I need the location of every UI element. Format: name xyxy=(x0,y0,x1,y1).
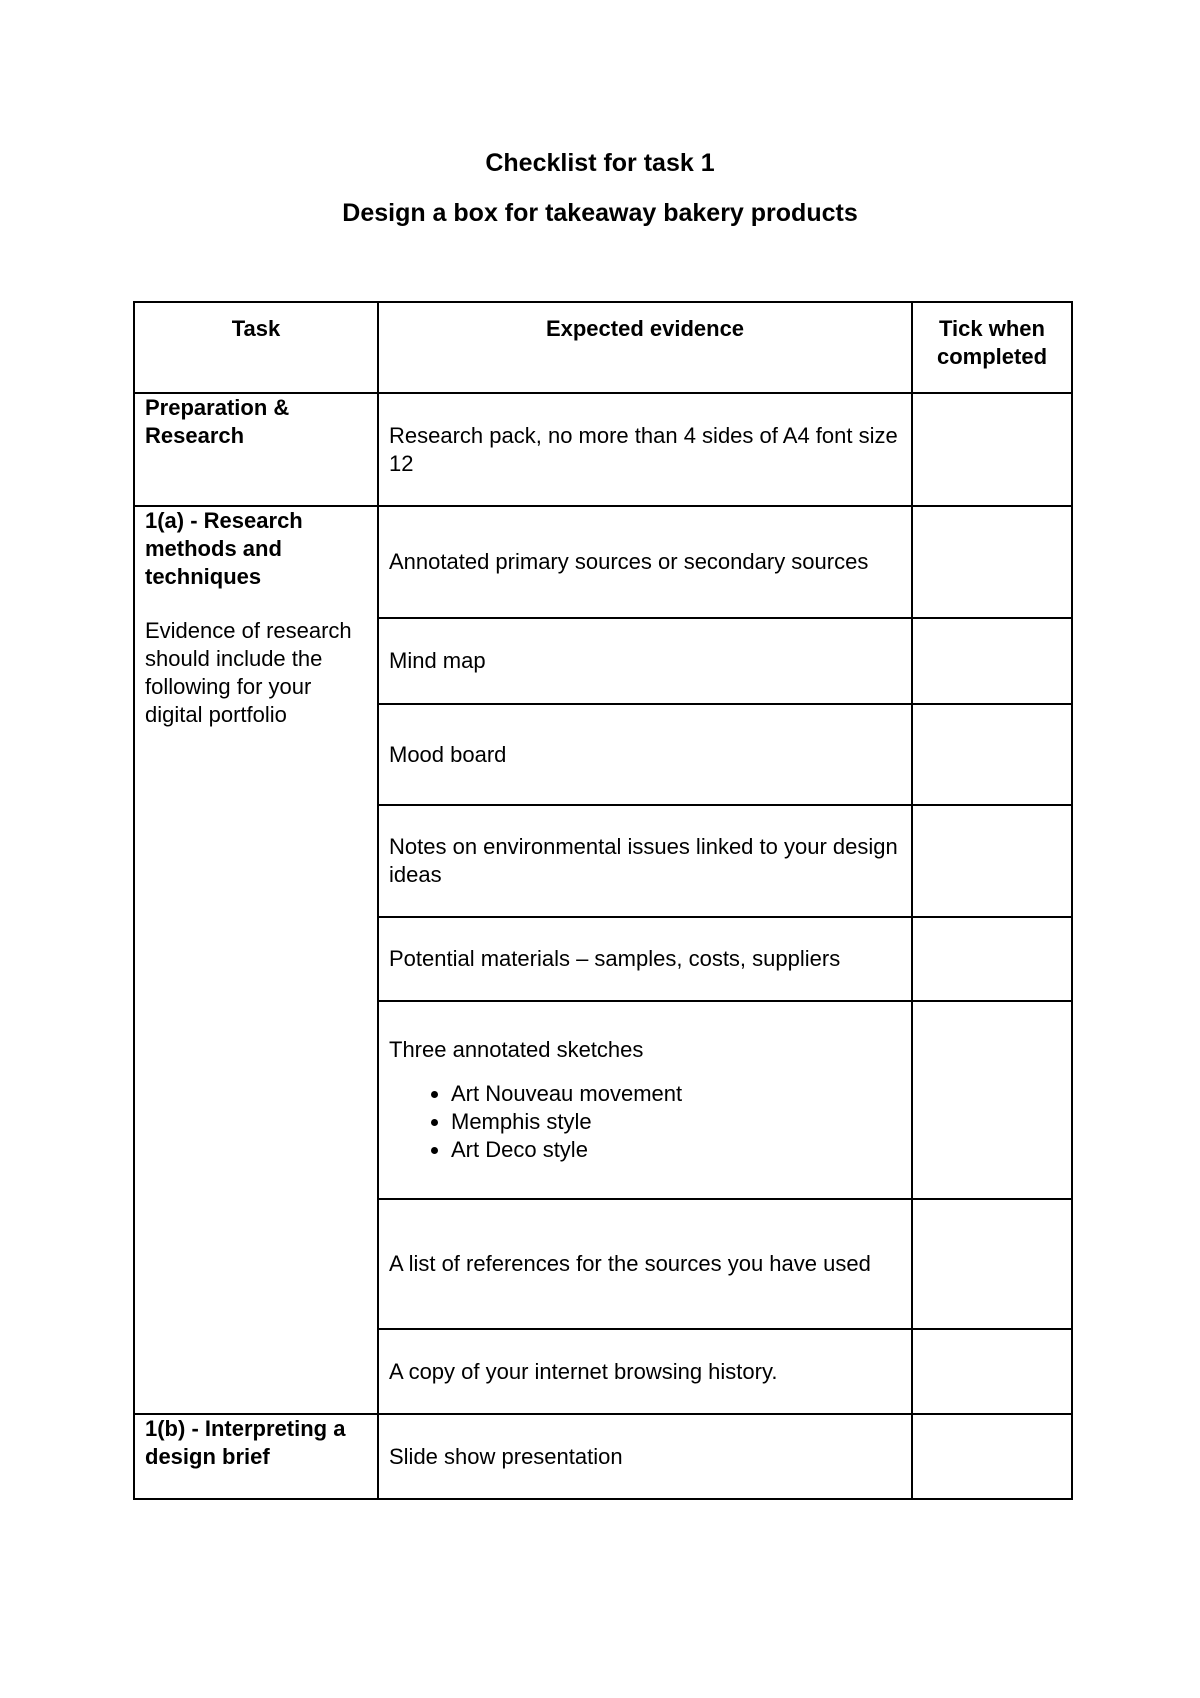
table-row xyxy=(134,393,1072,506)
evidence-text: A list of references for the sources you have used xyxy=(389,1251,871,1276)
task-label: 1(a) - Research methods and techniques xyxy=(145,508,303,589)
tick-checkbox-cell[interactable] xyxy=(912,704,1072,805)
table-header-row xyxy=(134,302,1072,393)
evidence-text: A copy of your internet browsing history. xyxy=(389,1358,778,1384)
evidence-cell xyxy=(378,1199,912,1329)
evidence-cell xyxy=(378,618,912,704)
task-cell xyxy=(134,506,378,1414)
tick-checkbox-cell[interactable] xyxy=(912,618,1072,704)
evidence-text: Annotated primary sources or secondary sources xyxy=(389,549,869,574)
evidence-text: Mind map xyxy=(389,648,486,673)
table-row xyxy=(134,1414,1072,1499)
tick-checkbox-cell[interactable] xyxy=(912,917,1072,1001)
task-cell xyxy=(134,393,378,506)
sketch-style-list xyxy=(389,1080,901,1164)
tick-checkbox-cell[interactable] xyxy=(912,805,1072,917)
tick-checkbox-cell[interactable] xyxy=(912,1414,1072,1499)
evidence-text: Research pack, no more than 4 sides of A4 font size 12 xyxy=(389,422,898,476)
evidence-cell xyxy=(378,506,912,618)
tick-checkbox-cell[interactable] xyxy=(912,1329,1072,1414)
task-label: 1(b) - Interpreting a design brief xyxy=(145,1416,346,1469)
evidence-cell xyxy=(378,1001,912,1199)
list-item: • Art Nouveau movement xyxy=(451,1080,901,1108)
list-item: • Art Deco style xyxy=(451,1136,901,1164)
table-row xyxy=(134,506,1072,618)
header-evidence: Expected evidence xyxy=(378,302,912,393)
page-title: Checklist for task 1 xyxy=(485,149,715,177)
task-label: Preparation & Research xyxy=(145,395,290,448)
checklist-table xyxy=(133,301,1073,1500)
evidence-text: Slide show presentation xyxy=(389,1443,623,1469)
evidence-cell xyxy=(378,917,912,1001)
evidence-cell xyxy=(378,805,912,917)
evidence-text: Potential materials – samples, costs, suppliers xyxy=(389,946,841,971)
evidence-cell xyxy=(378,704,912,805)
header-task: Task xyxy=(134,302,378,393)
evidence-cell xyxy=(378,1414,912,1499)
tick-checkbox-cell[interactable] xyxy=(912,393,1072,506)
evidence-text: Three annotated sketches xyxy=(389,1037,644,1062)
evidence-cell xyxy=(378,1329,912,1414)
evidence-text: Notes on environmental issues linked to your design ideas xyxy=(389,834,898,887)
tick-checkbox-cell[interactable] xyxy=(912,1199,1072,1329)
evidence-text: Mood board xyxy=(389,741,507,767)
evidence-cell xyxy=(378,393,912,506)
task-cell xyxy=(134,1414,378,1499)
task-note: Evidence of research should include the following for your digital portfolio xyxy=(145,618,352,727)
header-tick: Tick when completed xyxy=(912,302,1072,393)
tick-checkbox-cell[interactable] xyxy=(912,506,1072,618)
page-subtitle: Design a box for takeaway bakery products xyxy=(342,199,858,227)
list-item: • Memphis style xyxy=(451,1108,901,1136)
tick-checkbox-cell[interactable] xyxy=(912,1001,1072,1199)
